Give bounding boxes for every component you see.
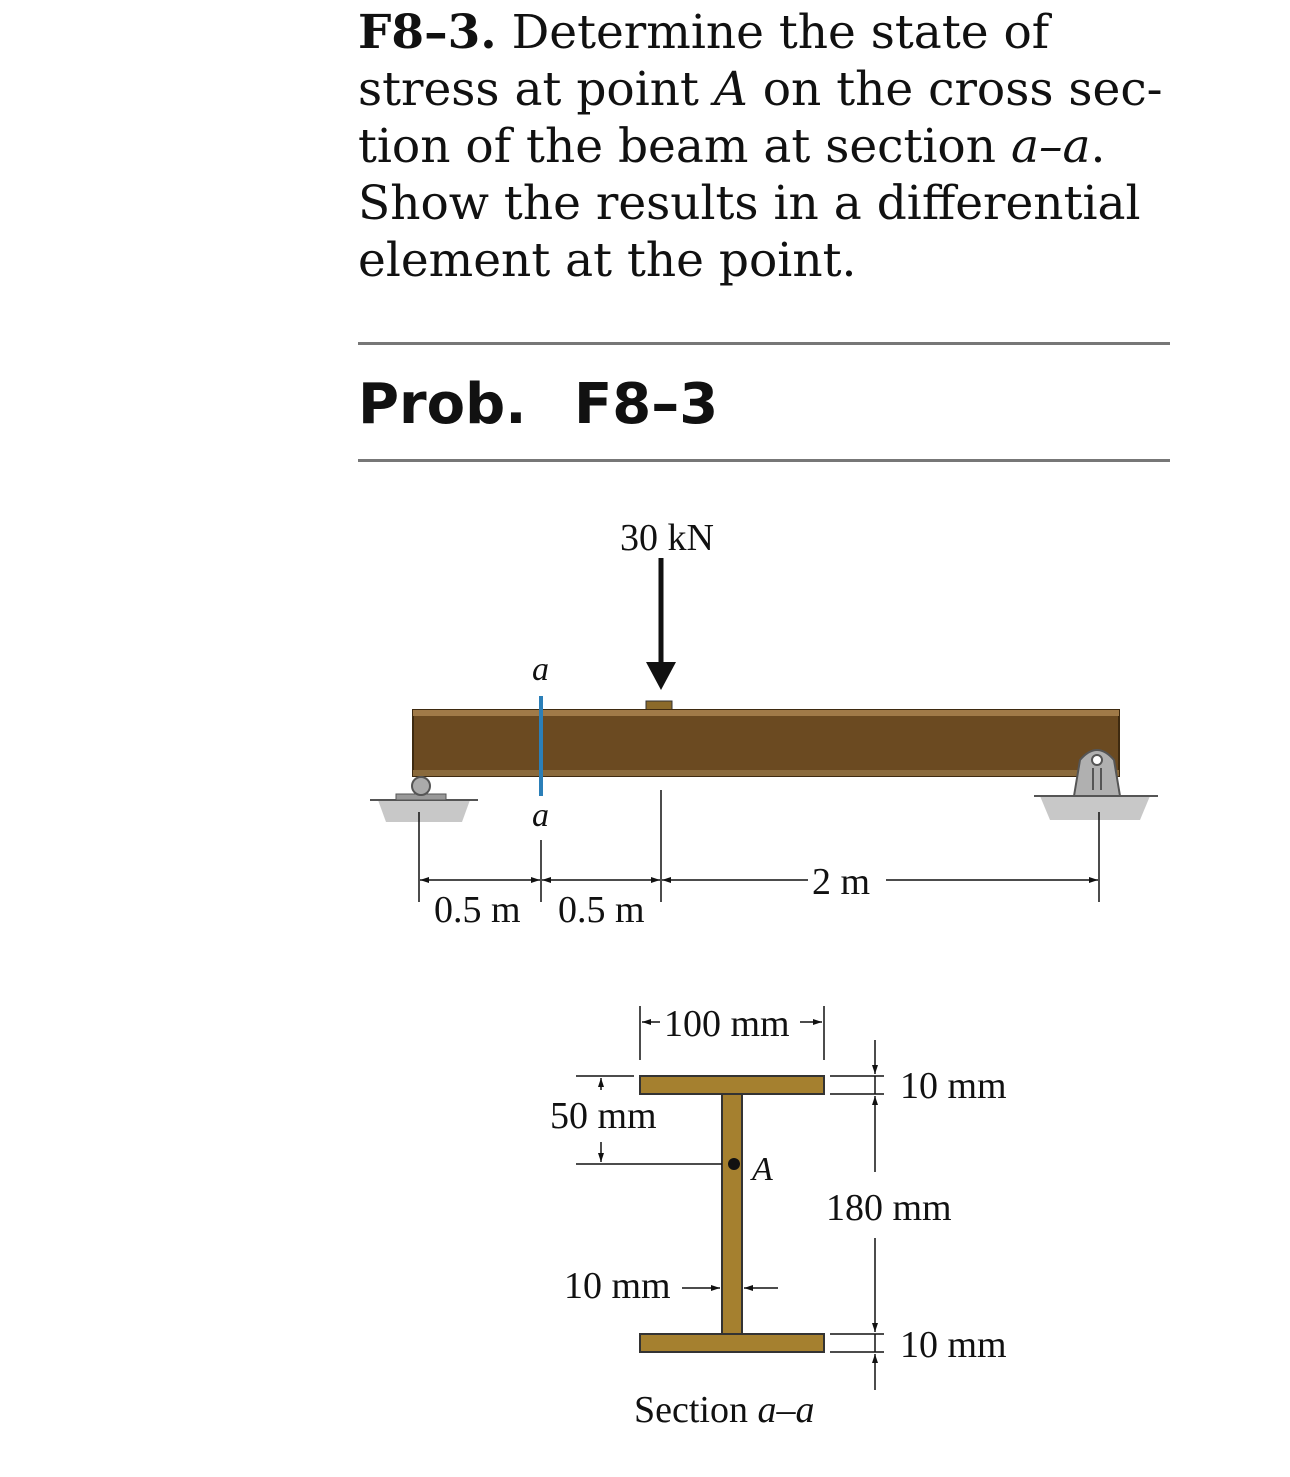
pin-icon — [1092, 755, 1102, 765]
beam-dimensions — [419, 790, 1099, 902]
problem-line-3-a: tion of the beam at section — [358, 119, 1011, 174]
beam — [413, 710, 1119, 776]
beam-top-edge — [413, 710, 1119, 716]
point-a-marker — [728, 1158, 740, 1170]
section-title-var: a–a — [757, 1389, 815, 1431]
problem-line-2-a: stress at point — [358, 62, 714, 117]
problem-line-2-b: on the cross sec- — [747, 62, 1163, 117]
load-arrow-head — [646, 662, 676, 690]
dim-bottom-flange-10-mm: 10 mm — [900, 1324, 1007, 1366]
problem-line-1-text: Determine the state of — [511, 5, 1050, 60]
problem-line-5: element at the point. — [358, 233, 857, 288]
cross-section-figure — [550, 1003, 1007, 1431]
section-mark-top: a — [532, 651, 549, 688]
right-ground — [1040, 796, 1150, 820]
section-mark-bottom: a — [532, 797, 549, 834]
point-a-variable: A — [713, 62, 748, 117]
beam-bottom-edge — [413, 770, 1119, 776]
figure-caption: Prob. F8–3 — [358, 372, 719, 437]
problem-line-3-b: . — [1090, 119, 1106, 174]
section-title-prefix: Section — [634, 1389, 758, 1431]
bottom-flange — [640, 1334, 824, 1352]
point-a-label: A — [752, 1151, 773, 1188]
dim-web-10-mm: 10 mm — [564, 1265, 671, 1307]
dim-180-mm: 180 mm — [826, 1187, 952, 1229]
roller-icon — [412, 777, 430, 795]
roller-support — [370, 777, 478, 822]
beam-figure — [370, 517, 1158, 931]
dim-2-m: 2 m — [812, 861, 871, 903]
problem-line-4: Show the results in a differential — [358, 176, 1141, 231]
dim-0-5-m-first: 0.5 m — [434, 889, 521, 931]
dim-50-mm: 50 mm — [550, 1095, 657, 1137]
problem-number: F8–3. — [358, 5, 497, 60]
load-label: 30 kN — [620, 517, 714, 559]
section-variable: a–a — [1010, 119, 1091, 174]
load-bearing-plate — [646, 701, 672, 710]
left-ground — [378, 800, 470, 822]
dim-top-flange-10-mm: 10 mm — [900, 1065, 1007, 1107]
dim-0-5-m-second: 0.5 m — [558, 889, 645, 931]
dim-100-mm: 100 mm — [664, 1003, 790, 1045]
section-title — [634, 1389, 814, 1431]
top-flange — [640, 1076, 824, 1094]
web — [722, 1094, 742, 1334]
